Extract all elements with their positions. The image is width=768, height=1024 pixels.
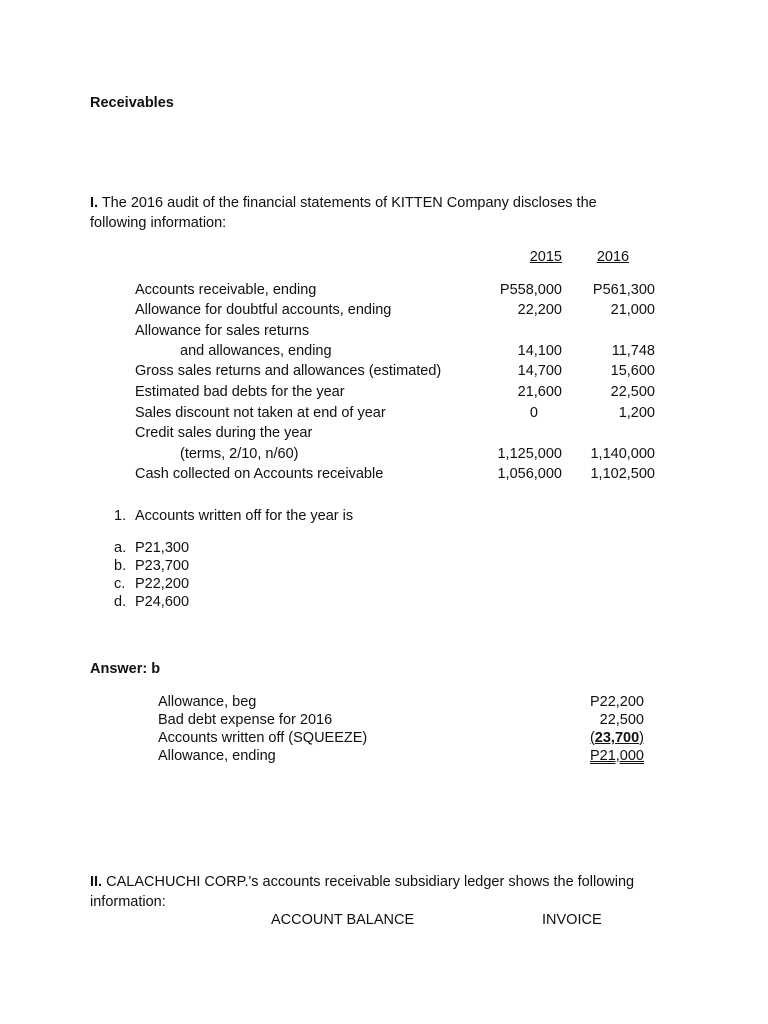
- row-label: Estimated bad debts for the year: [135, 384, 345, 400]
- row-value-2015: 1,125,000: [497, 446, 562, 462]
- solution-label: Allowance, beg: [158, 694, 257, 710]
- problem-2-number: II.: [90, 874, 103, 890]
- squeeze-amount: 23,700: [594, 730, 640, 746]
- row-value-2016: 11,748: [611, 343, 655, 359]
- row-value-2015: 14,700: [517, 363, 562, 379]
- question-number: 1.: [114, 508, 127, 524]
- solution-label: Allowance, ending: [158, 748, 276, 764]
- answer-label: Answer: b: [90, 661, 161, 677]
- choice-text: P21,300: [135, 540, 190, 556]
- choice-letter: c.: [114, 576, 126, 592]
- row-label: Allowance for doubtful accounts, ending: [135, 302, 392, 318]
- header-account-balance: ACCOUNT BALANCE: [271, 912, 415, 928]
- problem-1-intro-line-1: [90, 194, 597, 212]
- paren-open: (: [589, 730, 595, 746]
- row-label: Credit sales during the year: [135, 425, 313, 441]
- row-label: Accounts receivable, ending: [135, 282, 317, 298]
- row-label: Gross sales returns and allowances (estimated): [135, 363, 442, 379]
- choice-text: P22,200: [135, 576, 190, 592]
- row-value-2016: 15,600: [610, 363, 655, 379]
- solution-label: Bad debt expense for 2016: [158, 712, 333, 728]
- document-title: Receivables: [90, 95, 174, 111]
- choice-text: P23,700: [135, 558, 190, 574]
- problem-1-intro-text: The 2016 audit of the financial statements of KITTEN Company discloses the: [98, 195, 597, 211]
- row-value-2016: 21,000: [610, 302, 655, 318]
- problem-1-intro-line-2: following information:: [90, 215, 227, 231]
- solution-amount: 22,500: [599, 712, 644, 728]
- row-value-2015: 22,200: [517, 302, 562, 318]
- choice-text: P24,600: [135, 594, 190, 610]
- row-value-2016: P561,300: [592, 282, 655, 298]
- choice-letter: a.: [114, 540, 127, 556]
- row-value-2015: 0: [529, 405, 538, 421]
- problem-2-intro-line-2: information:: [90, 894, 166, 910]
- row-value-2016: 1,200: [618, 405, 655, 421]
- choice-letter: d.: [114, 594, 127, 610]
- row-value-2016: 1,140,000: [590, 446, 655, 462]
- choice-letter: b.: [114, 558, 127, 574]
- solution-amount-total: P21,000: [589, 748, 644, 764]
- solution-amount: P22,200: [589, 694, 644, 710]
- row-value-2016: 1,102,500: [590, 466, 655, 482]
- problem-1-number: I.: [90, 195, 99, 211]
- row-label: Allowance for sales returns: [135, 323, 310, 339]
- row-label: (terms, 2/10, n/60): [180, 446, 299, 462]
- row-value-2015: P558,000: [499, 282, 562, 298]
- problem-2-intro-line-1: [90, 873, 634, 891]
- header-invoice: INVOICE: [542, 912, 602, 928]
- row-value-2016: 22,500: [610, 384, 655, 400]
- row-value-2015: 1,056,000: [497, 466, 562, 482]
- row-value-2015: 14,100: [517, 343, 562, 359]
- solution-label: Accounts written off (SQUEEZE): [158, 730, 368, 746]
- row-value-2015: 21,600: [517, 384, 562, 400]
- paren-close: ): [639, 730, 644, 746]
- year-header-2016: 2016: [596, 249, 630, 265]
- row-label: Sales discount not taken at end of year: [135, 405, 386, 421]
- row-label: and allowances, ending: [180, 343, 332, 359]
- question-text: Accounts written off for the year is: [135, 508, 354, 524]
- year-header-2015: 2015: [529, 249, 562, 265]
- problem-2-intro-text: CALACHUCHI CORP.'s accounts receivable subsidiary ledger shows the following: [102, 874, 635, 890]
- row-label: Cash collected on Accounts receivable: [135, 466, 384, 482]
- solution-amount-squeeze: [540, 729, 644, 747]
